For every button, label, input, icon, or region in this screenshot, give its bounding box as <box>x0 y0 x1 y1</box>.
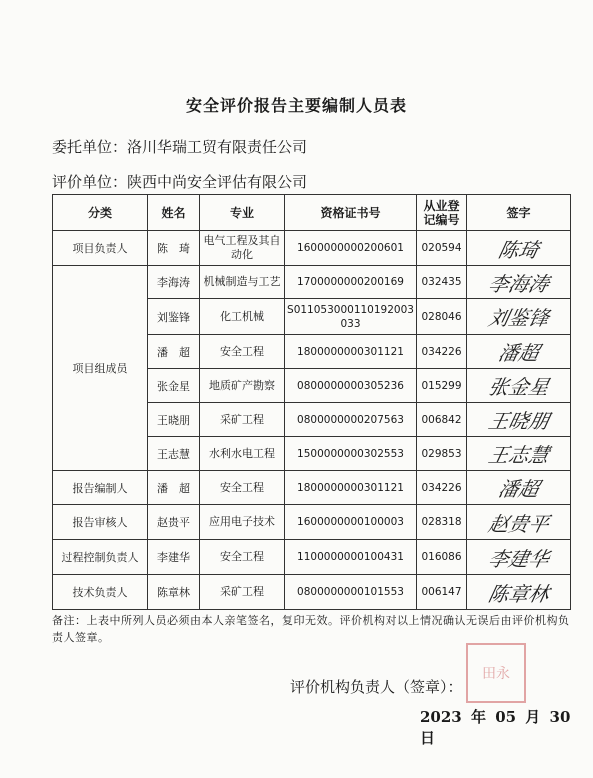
name-cell: 刘鉴锋 <box>148 299 200 335</box>
table-row <box>53 575 571 610</box>
major-cell: 水利水电工程 <box>200 437 285 471</box>
signature-cell <box>467 231 571 266</box>
major-cell: 安全工程 <box>200 335 285 369</box>
name-cell: 王志慧 <box>148 437 200 471</box>
category-cell: 报告编制人 <box>53 471 148 505</box>
signature-cell <box>467 575 571 610</box>
reg-cell: 028318 <box>417 505 467 540</box>
reg-cell: 015299 <box>417 369 467 403</box>
major-cell: 机械制造与工艺 <box>200 266 285 299</box>
category-cell: 项目负责人 <box>53 231 148 266</box>
handwritten-signature: 张金星 <box>485 375 551 399</box>
reg-cell: 034226 <box>417 335 467 369</box>
header-category: 分类 <box>53 195 148 231</box>
reg-cell: 020594 <box>417 231 467 266</box>
major-cell: 电气工程及其自动化 <box>200 231 285 266</box>
table-row <box>53 266 571 299</box>
table-row <box>53 540 571 575</box>
category-cell: 报告审核人 <box>53 505 148 540</box>
reg-cell: 032435 <box>417 266 467 299</box>
header-cert: 资格证书号 <box>285 195 417 231</box>
name-cell: 潘 超 <box>148 471 200 505</box>
handwritten-signature: 王志慧 <box>485 443 551 467</box>
major-cell: 采矿工程 <box>200 575 285 610</box>
cert-cell: 0800000000305236 <box>285 369 417 403</box>
category-cell: 技术负责人 <box>53 575 148 610</box>
signature-cell <box>467 299 571 335</box>
name-cell: 陈 琦 <box>148 231 200 266</box>
table-row <box>53 231 571 266</box>
name-cell: 赵贵平 <box>148 505 200 540</box>
reg-cell: 029853 <box>417 437 467 471</box>
table-row <box>53 471 571 505</box>
cert-cell: 1500000000302553 <box>285 437 417 471</box>
seal-stamp: 田永 <box>466 643 526 703</box>
name-cell: 潘 超 <box>148 335 200 369</box>
major-cell: 应用电子技术 <box>200 505 285 540</box>
cert-cell: 1800000000301121 <box>285 471 417 505</box>
handwritten-signature: 陈章林 <box>485 581 551 606</box>
document-date: 2023 年 05 月 30 日 <box>420 708 571 747</box>
handwritten-signature: 王晓朋 <box>485 409 551 433</box>
handwritten-signature: 潘超 <box>495 341 541 365</box>
name-cell: 张金星 <box>148 369 200 403</box>
handwritten-signature: 李海涛 <box>485 271 551 296</box>
reg-cell: 034226 <box>417 471 467 505</box>
staff-table <box>52 194 571 610</box>
document-title: 安全评价报告主要编制人员表 <box>185 96 407 115</box>
major-cell: 安全工程 <box>200 540 285 575</box>
table-row <box>53 505 571 540</box>
category-cell: 过程控制负责人 <box>53 540 148 575</box>
signature-cell <box>467 437 571 471</box>
cert-cell: 1100000000100431 <box>285 540 417 575</box>
handwritten-signature: 潘超 <box>495 477 541 501</box>
cert-cell: S011053000110192003033 <box>285 299 417 335</box>
signature-cell <box>467 403 571 437</box>
reg-cell: 016086 <box>417 540 467 575</box>
category-cell: 项目组成员 <box>53 266 148 471</box>
reg-cell: 006842 <box>417 403 467 437</box>
cert-cell: 1600000000100003 <box>285 505 417 540</box>
signature-cell <box>467 369 571 403</box>
cert-cell: 0800000000101553 <box>285 575 417 610</box>
name-cell: 陈章林 <box>148 575 200 610</box>
signature-cell <box>467 540 571 575</box>
header-name: 姓名 <box>148 195 200 231</box>
remarks-note: 备注：上表中所列人员必须由本人亲笔签名，复印无效。评价机构对以上情况确认无误后由评价机构负责人签章。 <box>52 614 570 644</box>
reg-cell: 006147 <box>417 575 467 610</box>
handwritten-signature: 李建华 <box>485 546 551 571</box>
header-major: 专业 <box>200 195 285 231</box>
name-cell: 李建华 <box>148 540 200 575</box>
major-cell: 安全工程 <box>200 471 285 505</box>
responsible-signature-label: 评价机构负责人（签章）： <box>290 678 463 696</box>
signature-cell <box>467 266 571 299</box>
header-reg: 从业登记编号 <box>417 195 467 231</box>
major-cell: 化工机械 <box>200 299 285 335</box>
major-cell: 地质矿产勘察 <box>200 369 285 403</box>
handwritten-signature: 赵贵平 <box>485 511 551 536</box>
handwritten-signature: 刘鉴锋 <box>485 306 551 330</box>
header-signature: 签字 <box>467 195 571 231</box>
table-header-row <box>53 195 571 231</box>
cert-cell: 1600000000200601 <box>285 231 417 266</box>
signature-cell <box>467 335 571 369</box>
cert-cell: 1800000000301121 <box>285 335 417 369</box>
major-cell: 采矿工程 <box>200 403 285 437</box>
cert-cell: 0800000000207563 <box>285 403 417 437</box>
evaluator-unit: 评价单位：陕西中尚安全评估有限公司 <box>52 173 308 191</box>
name-cell: 王晓朋 <box>148 403 200 437</box>
handwritten-signature: 陈琦 <box>495 237 541 262</box>
name-cell: 李海涛 <box>148 266 200 299</box>
client-unit: 委托单位：洛川华瑞工贸有限责任公司 <box>52 138 308 156</box>
signature-cell <box>467 471 571 505</box>
cert-cell: 1700000000200169 <box>285 266 417 299</box>
signature-cell <box>467 505 571 540</box>
reg-cell: 028046 <box>417 299 467 335</box>
